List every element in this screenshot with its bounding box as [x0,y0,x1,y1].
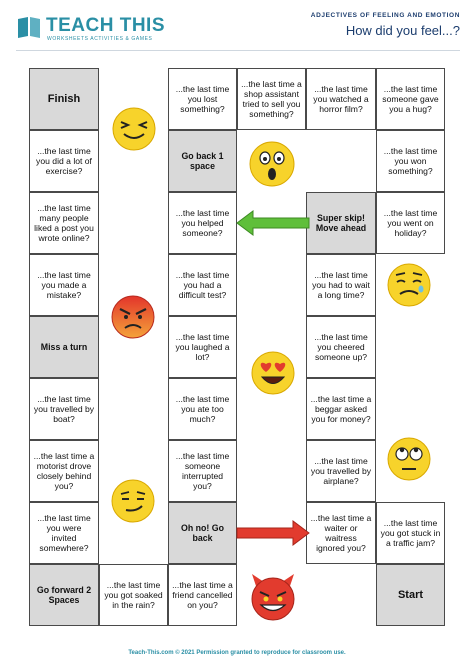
square-go-back-1: Go back 1 space [168,130,237,192]
eye-roll-face-icon [386,436,432,482]
worksheet-title: How did you feel...? [345,23,460,38]
board-square: ...the last time you travelled by airplane? [306,440,376,502]
board-square: ...the last time you ate too much? [168,378,237,440]
board-square: ...the last time you went on holiday? [376,192,445,254]
board-square: ...the last time you helped someone? [168,192,237,254]
board-square: ...the last time many people liked a post you wrote online? [29,192,99,254]
board-square: ...the last time you got stuck in a traffic jam? [376,502,445,564]
worksheet-kicker: ADJECTIVES OF FEELING AND EMOTION [310,12,460,19]
logo-subtitle: WORKSHEETS ACTIVITIES & GAMES [47,36,153,42]
red-arrow-icon [235,518,311,548]
board-square: ...the last time you did a lot of exercise? [29,130,99,192]
heart-eyes-face-icon [250,350,296,396]
board-square: ...the last time you travelled by boat? [29,378,99,440]
board-square: ...the last time you cheered someone up? [306,316,376,378]
logo [16,14,165,44]
worried-face-icon [386,262,432,308]
header [0,0,474,52]
board-square: ...the last time someone interrupted you? [168,440,237,502]
board-square: ...the last time you watched a horror film? [306,68,376,130]
square-miss-a-turn: Miss a turn [29,316,99,378]
book-icon [16,14,42,40]
laughing-face-icon [111,106,157,152]
shocked-face-icon [248,140,296,188]
board-square: ...the last time a waiter or waitress ignored you? [306,502,376,564]
green-arrow-icon [235,208,311,238]
board-square: ...the last time you won something? [376,130,445,192]
board-square: ...the last time you had to wait a long time? [306,254,376,316]
board-square: ...the last time a friend cancelled on you? [168,564,237,626]
smirking-face-icon [110,478,156,524]
header-divider [16,50,460,51]
board-square: ...the last time a motorist drove closely behind you? [29,440,99,502]
square-finish: Finish [29,68,99,130]
square-super-skip: Super skip! Move ahead [306,192,376,254]
board-square: ...the last time a shop assistant tried to sell you something? [237,68,306,130]
devil-face-icon [248,572,298,622]
board-square: ...the last time a beggar asked you for money? [306,378,376,440]
board-square: ...the last time you had a difficult test? [168,254,237,316]
board-square: ...the last time you made a mistake? [29,254,99,316]
square-go-forward: Go forward 2 Spaces [29,564,99,626]
board-square: ...the last time you were invited somewhere? [29,502,99,564]
footer-copyright: Teach-This.com © 2021 Permission granted to reproduce for classroom use. [128,650,346,656]
board-square: ...the last time someone gave you a hug? [376,68,445,130]
square-oh-no-go-back: Oh no! Go back [168,502,237,564]
board-square: ...the last time you lost something? [168,68,237,130]
board-square: ...the last time you laughed a lot? [168,316,237,378]
logo-title: TEACH THIS [46,15,165,36]
board-square: ...the last time you got soaked in the rain? [99,564,168,626]
angry-face-icon [110,294,156,340]
square-start: Start [376,564,445,626]
